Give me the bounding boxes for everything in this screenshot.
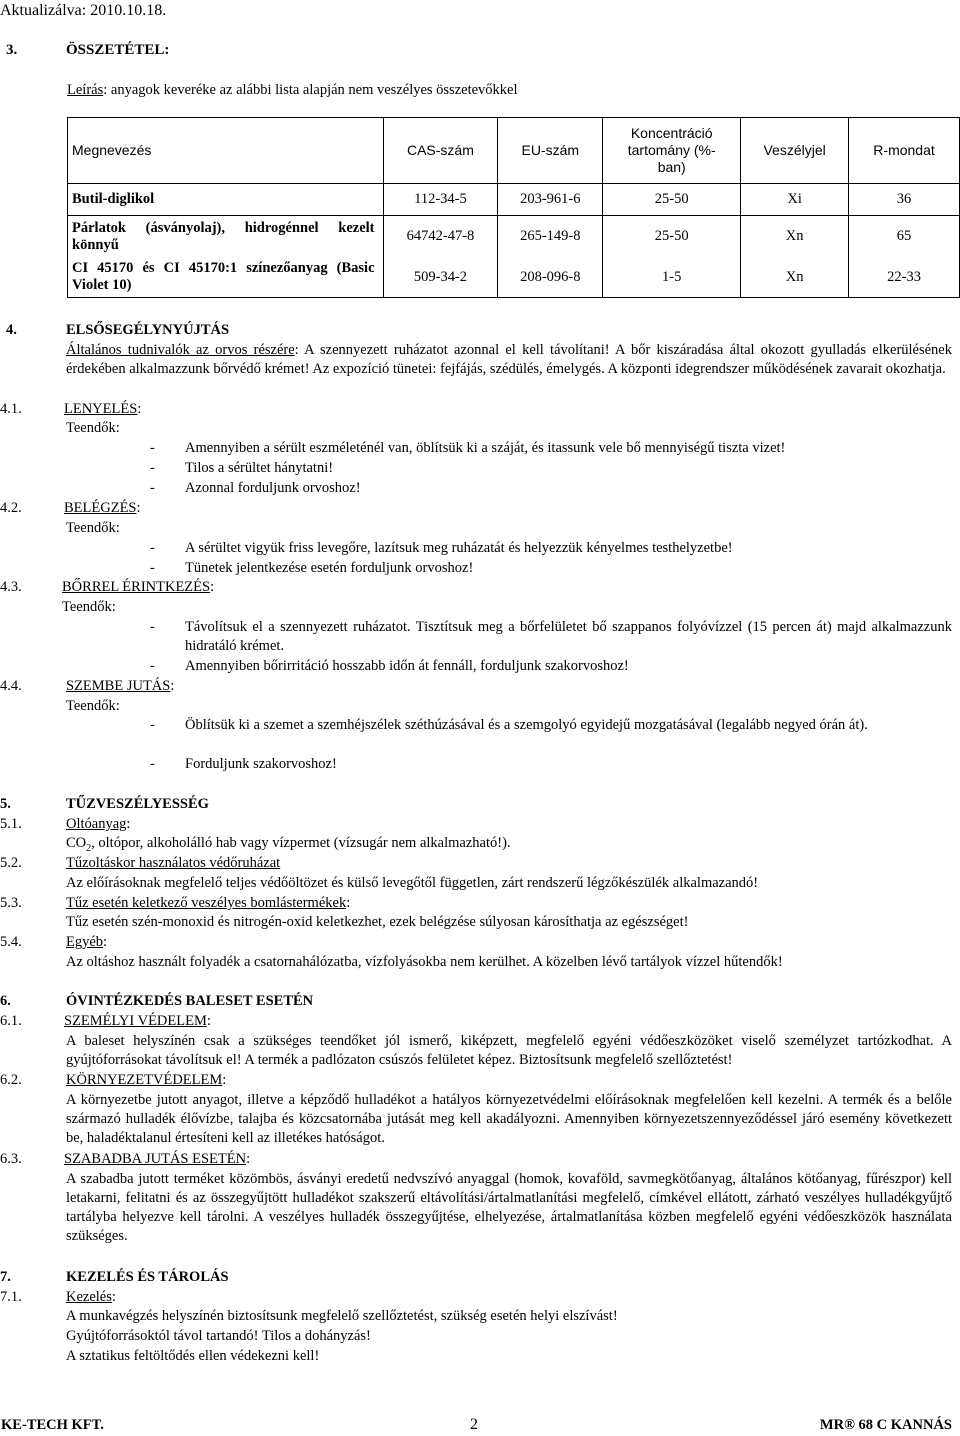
todo-label: Teendők: bbox=[66, 420, 120, 436]
table-header-cell: CAS-szám bbox=[383, 118, 498, 184]
co2-text: CO bbox=[66, 835, 87, 851]
subsection-line: A sztatikus feltöltődés ellen védekezni kell! bbox=[66, 1348, 320, 1364]
subsection-text: Az oltáshoz használt folyadék a csatornahálózatba, vízfolyásokba nem kerülhet. A közelben lévő tartályok vízzel hűtendők! bbox=[66, 954, 783, 970]
subsection-title: BŐRREL ÉRINTKEZÉS: bbox=[62, 579, 215, 595]
todo-label: Teendők: bbox=[66, 698, 120, 714]
table-cell: 265-149-8 bbox=[498, 216, 603, 258]
list-item: Azonnal forduljunk orvoshoz! bbox=[185, 480, 361, 496]
table-cell: 1-5 bbox=[603, 258, 741, 298]
subsection-text: Az előírásoknak megfelelő teljes védőöltözet és külső levegőtől független, zárt rendszerű légzőkészülék alkalmazandó! bbox=[66, 875, 759, 891]
table-cell: 25-50 bbox=[603, 184, 741, 216]
subsection-title: KÖRNYEZETVÉDELEM: bbox=[66, 1072, 227, 1088]
subsection-text: A baleset helyszínén csak a szükséges teendőket jól ismerő, kiképzett, megfelelő egyéni védőeszközöket viselő személyzet tartózkodhat. A gyújtóforrásokat távolítsuk el! A termék a padlózaton csúszós felületet képez. Biztosítsunk megfelelő szellőztetést! bbox=[66, 1033, 952, 1068]
section-7-title: KEZELÉS ÉS TÁROLÁS bbox=[66, 1269, 229, 1285]
co2-subscript: 2 bbox=[86, 842, 92, 854]
subsection-title-text: Tűz esetén keletkező veszélyes bomlástermékek bbox=[66, 895, 347, 911]
section-6-number: 6. bbox=[0, 993, 11, 1009]
table-header-cell: Koncentráció tartomány (%-ban) bbox=[603, 118, 741, 184]
section-3-description bbox=[67, 81, 518, 100]
table-cell: 509-34-2 bbox=[383, 258, 498, 298]
subsection-number: 6.2. bbox=[0, 1072, 22, 1088]
subsection-title: BELÉGZÉS: bbox=[64, 500, 141, 516]
subsection-number: 5.3. bbox=[0, 895, 22, 911]
list-item: Távolítsuk el a szennyezett ruházatot. Tisztítsuk meg a bőrfelületet bő szappanos folyóvízzel (15 percen át) majd alkalmazzunk hidratáló krémet. bbox=[185, 619, 952, 654]
table-cell: Butil-diglikol bbox=[68, 184, 384, 216]
list-bullet: - bbox=[150, 658, 155, 674]
list-bullet: - bbox=[150, 440, 155, 456]
general-label: Általános tudnivalók az orvos részére bbox=[66, 342, 295, 358]
subsection-title-text: SZABADBA JUTÁS ESETÉN bbox=[64, 1151, 247, 1167]
table-header-cell: Megnevezés bbox=[68, 118, 384, 184]
subsection-number: 5.2. bbox=[0, 855, 22, 871]
list-item: Tünetek jelentkezése esetén forduljunk orvoshoz! bbox=[185, 560, 474, 576]
table-header-cell: EU-szám bbox=[498, 118, 603, 184]
description-label: Leírás bbox=[67, 82, 104, 98]
subsection-number: 7.1. bbox=[0, 1289, 22, 1305]
section-4-number: 4. bbox=[6, 322, 17, 338]
table-header-cell: R-mondat bbox=[849, 118, 960, 184]
subsection-text: A szabadba jutott terméket közömbös, ásványi eredetű nedvszívó anyaggal (homok, kovaföld, savmegkötőanyag, általános kötőanyag, fűrészpor) kell letakarni, felitatni és az összegyűjtött hulladékot szakszerű eltávolítási/ártalmatlanítási megfelelő, címkével ellátott, zárható veszélyes hulladékgyűjtő tartályba helyezve kell tárolni. A veszélyes hulladék összegyűjtése, elhelyezése, ártalmatlanítása közben megfelelő egyéni védőeszközök használata szükséges. bbox=[66, 1171, 952, 1244]
subsection-title-text: Egyéb bbox=[66, 934, 104, 950]
composition-table bbox=[67, 117, 960, 298]
table-header-cell: Veszélyjel bbox=[741, 118, 849, 184]
subsection-number: 4.2. bbox=[0, 500, 22, 516]
subsection-title bbox=[66, 854, 280, 873]
subsection-number: 5.4. bbox=[0, 934, 22, 950]
section-4-general bbox=[66, 341, 952, 379]
updated-date: Aktualizálva: 2010.10.18. bbox=[0, 2, 167, 19]
list-item: Öblítsük ki a szemet a szemhéjszélek széthúzásával és a szemgolyó egyidejű mozgatásával (legalább negyed órán át). bbox=[185, 717, 868, 733]
subsection-title-text: Oltóanyag bbox=[66, 816, 127, 832]
table-cell: 25-50 bbox=[603, 216, 741, 258]
section-5-title: TŰZVESZÉLYESSÉG bbox=[66, 796, 209, 812]
subsection-title: Kezelés: bbox=[66, 1289, 116, 1305]
subsection-number: 6.1. bbox=[0, 1013, 22, 1029]
todo-label: Teendők: bbox=[66, 520, 120, 536]
subsection-title-text: Tűzoltáskor használatos védőruházat bbox=[66, 855, 281, 871]
table-cell: CI 45170 és CI 45170:1 színezőanyag (Basic Violet 10) bbox=[68, 258, 384, 298]
table-cell: Xn bbox=[741, 216, 849, 258]
list-item: A sérültet vigyük friss levegőre, lazítsuk meg ruházatát és helyezzük kényelmes testhelyzetbe! bbox=[185, 540, 733, 556]
list-bullet: - bbox=[150, 560, 155, 576]
subsection-title-text: BŐRREL ÉRINTKEZÉS bbox=[62, 579, 211, 595]
subsection-number: 5.1. bbox=[0, 816, 22, 832]
subsection-title: SZEMÉLYI VÉDELEM: bbox=[64, 1013, 211, 1029]
subsection-title-text: SZEMBE JUTÁS bbox=[66, 678, 171, 694]
table-cell: 64742-47-8 bbox=[383, 216, 498, 258]
list-item: Amennyiben a sérült eszméleténél van, öblítsük ki a száját, és itassunk vele bő mennyiségű tiszta vizet! bbox=[185, 440, 786, 456]
subsection-text: A környezetbe jutott anyagot, illetve a képződő hulladékot a hatályos környezetvédelmi előírásoknak megfelelően kell kezelni. A termék és a belőle származó hulladék élővízbe, talajba és közcsatornába jutását meg kell akadályozni. Amennyiben környezetszennyeződéssel járó esemény következett be, haladéktalanul értesíteni kell az illetékes hatóságot. bbox=[66, 1092, 952, 1146]
subsection-title: Egyéb: bbox=[66, 934, 108, 950]
list-item: Amennyiben bőrirritáció hosszabb időn át fennáll, forduljunk szakorvoshoz! bbox=[185, 658, 629, 674]
table-cell: 203-961-6 bbox=[498, 184, 603, 216]
todo-label: Teendők: bbox=[62, 599, 116, 615]
section-4-title: ELSŐSEGÉLYNYÚJTÁS bbox=[66, 322, 230, 338]
subsection-title: Tűz esetén keletkező veszélyes bomlástermékek: bbox=[66, 895, 351, 911]
table-cell: 208-096-8 bbox=[498, 258, 603, 298]
list-bullet: - bbox=[150, 480, 155, 496]
list-bullet: - bbox=[150, 717, 155, 733]
subsection-title-text: LENYELÉS bbox=[64, 401, 138, 417]
table-cell: 36 bbox=[849, 184, 960, 216]
subsection-title: SZEMBE JUTÁS: bbox=[66, 678, 175, 694]
list-item: Tilos a sérültet hánytatni! bbox=[185, 460, 334, 476]
list-bullet: - bbox=[150, 460, 155, 476]
table-header-row bbox=[68, 118, 960, 184]
list-bullet: - bbox=[150, 619, 155, 635]
general-text: : A szennyezett ruházatot azonnal el kell távolítani! A bőr kiszáradása által okozott gyulladás elkerülésének érdekében alkalmazzunk bőrvédő krémet! Az expozíció tünetei: fejfájás, szédülés, émelygés. A központi idegrendszer működésének zavarait okozhatja. bbox=[66, 342, 952, 377]
table-cell: Xn bbox=[741, 258, 849, 298]
description-text: : anyagok keveréke az alábbi lista alapján nem veszélyes összetevőkkel bbox=[103, 82, 518, 98]
table-cell: Párlatok (ásványolaj), hidrogénnel kezelt könnyű bbox=[68, 216, 384, 258]
subsection-number: 4.1. bbox=[0, 401, 22, 417]
list-bullet: - bbox=[150, 756, 155, 772]
section-3-number: 3. bbox=[6, 42, 18, 58]
section-5-number: 5. bbox=[0, 796, 11, 812]
table-row bbox=[68, 216, 960, 258]
subsection-title: Oltóanyag: bbox=[66, 816, 131, 832]
section-6-title: ÓVINTÉZKEDÉS BALESET ESETÉN bbox=[66, 993, 314, 1009]
subsection-title-text: SZEMÉLYI VÉDELEM bbox=[64, 1013, 207, 1029]
table-row bbox=[68, 258, 960, 298]
footer-product: MR® 68 C KANNÁS bbox=[819, 1417, 952, 1433]
footer-company: KE-TECH KFT. bbox=[1, 1417, 104, 1433]
table-cell: 65 bbox=[849, 216, 960, 258]
list-bullet: - bbox=[150, 540, 155, 556]
table-row bbox=[68, 184, 960, 216]
subsection-line: A munkavégzés helyszínén biztosítsunk megfelelő szellőztetést, szükség esetén helyi elszívást! bbox=[66, 1308, 618, 1324]
section-7-number: 7. bbox=[0, 1269, 11, 1285]
subsection-number: 6.3. bbox=[0, 1151, 22, 1167]
table-cell: Xi bbox=[741, 184, 849, 216]
table-cell: 22-33 bbox=[849, 258, 960, 298]
list-item: Forduljunk szakorvoshoz! bbox=[185, 756, 337, 772]
subsection-title-text: Kezelés bbox=[66, 1289, 112, 1305]
section-3-title: ÖSSZETÉTEL: bbox=[66, 42, 170, 58]
footer-page-number: 2 bbox=[470, 1416, 478, 1433]
extinguisher-text: , oltópor, alkoholálló hab vagy vízpermet (vízsugár nem alkalmazható!). bbox=[91, 835, 511, 851]
subsection-number: 4.3. bbox=[0, 579, 22, 595]
subsection-title: SZABADBA JUTÁS ESETÉN: bbox=[64, 1151, 251, 1167]
table-cell: 112-34-5 bbox=[383, 184, 498, 216]
subsection-title: LENYELÉS: bbox=[64, 401, 142, 417]
subsection-line: Gyújtóforrásoktól távol tartandó! Tilos a dohányzás! bbox=[66, 1328, 371, 1344]
subsection-title-text: BELÉGZÉS bbox=[64, 500, 137, 516]
subsection-text: Tűz esetén szén-monoxid és nitrogén-oxid keletkezhet, ezek belégzése súlyosan károsíthatja az egészséget! bbox=[66, 914, 689, 930]
subsection-number: 4.4. bbox=[0, 678, 22, 694]
subsection-title-text: KÖRNYEZETVÉDELEM bbox=[66, 1072, 223, 1088]
